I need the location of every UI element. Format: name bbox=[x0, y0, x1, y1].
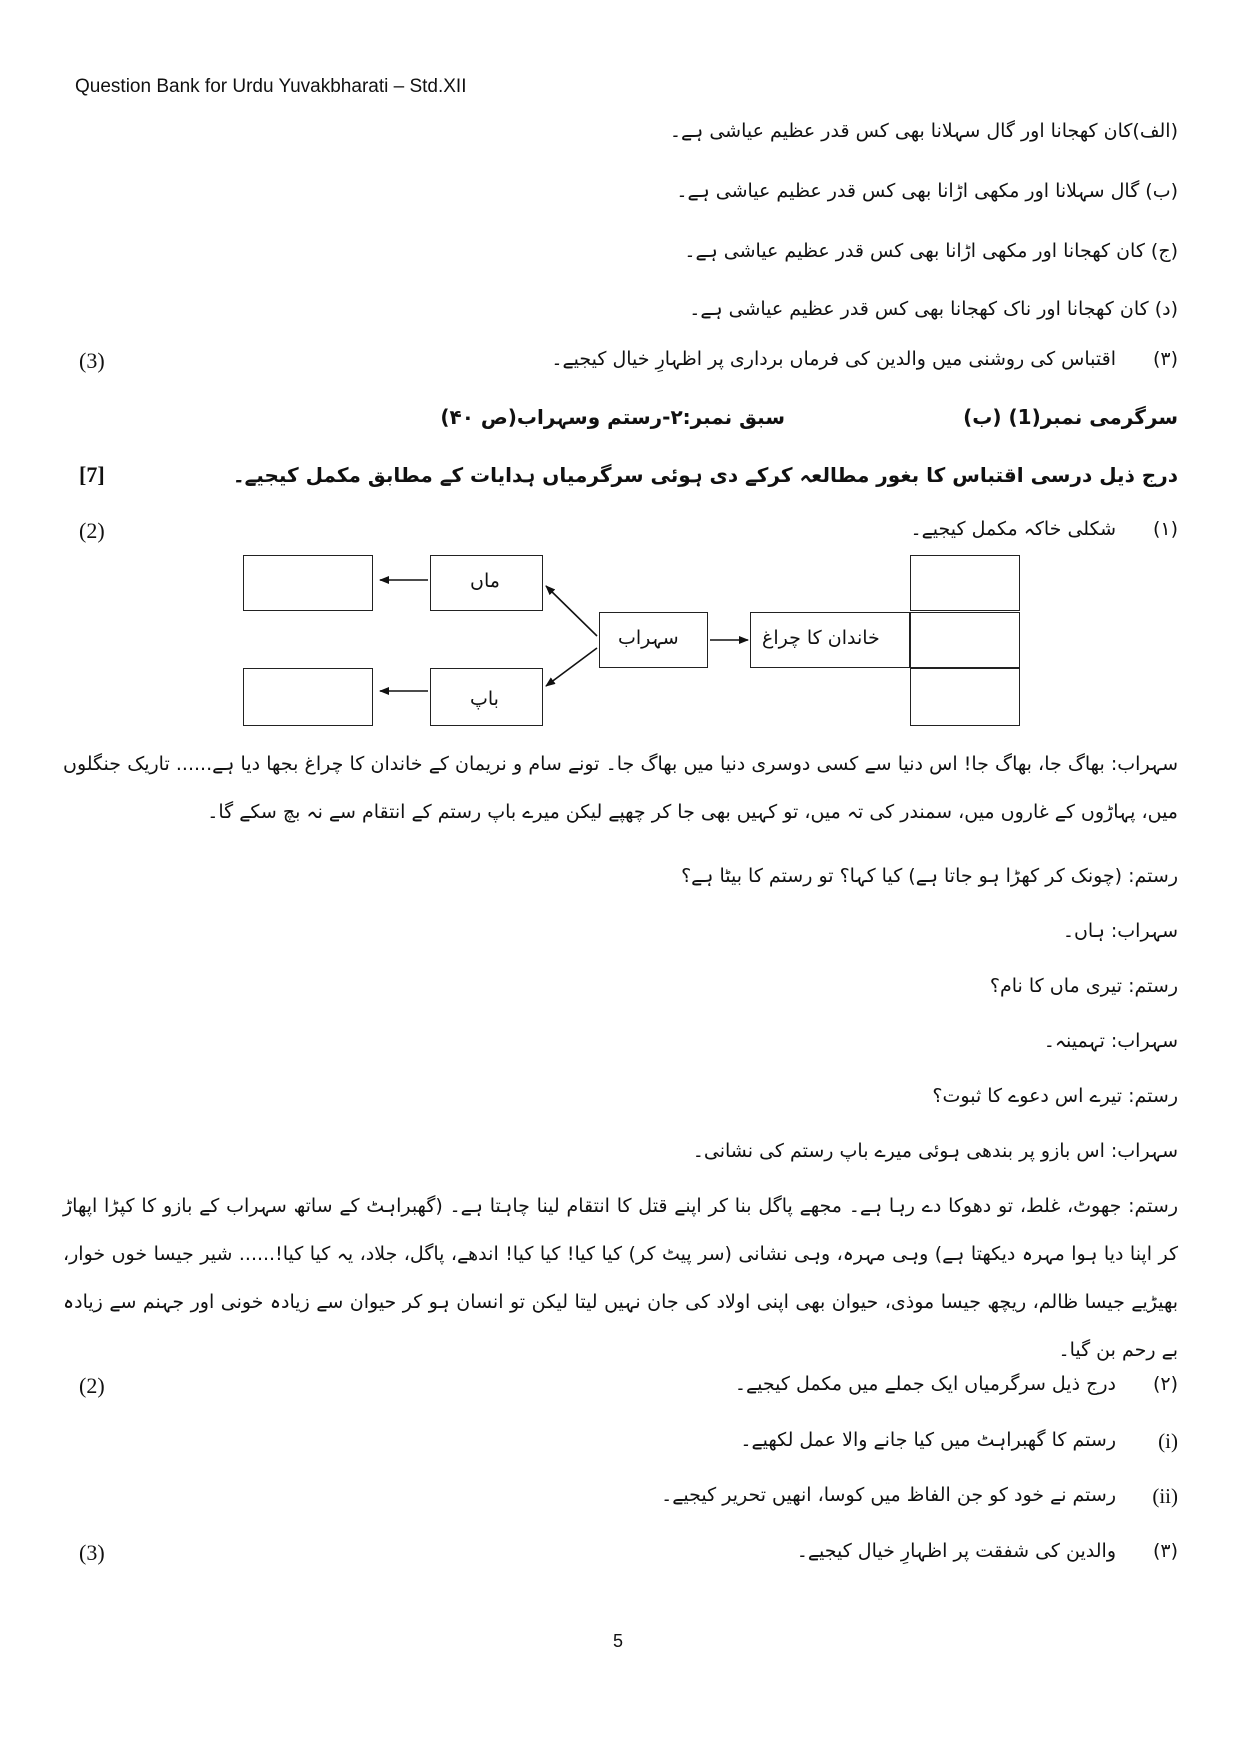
q3-text: والدین کی شفقت پر اظہارِ خیال کیجیے۔ bbox=[796, 1540, 1116, 1562]
center-label: سہراب bbox=[618, 627, 679, 649]
option-dal: (د) کان کھجانا اور ناک کھجانا بھی کس قدر عظیم عیاشی ہے۔ bbox=[689, 298, 1178, 320]
passage-line-rustam-2: رستم: تیری ماں کا نام؟ bbox=[989, 975, 1178, 997]
activity-title: سرگرمی نمبر(1) (ب) bbox=[963, 405, 1178, 429]
father-label: باپ bbox=[470, 688, 499, 710]
prev-q3-text: اقتباس کی روشنی میں والدین کی فرماں برداری پر اظہارِ خیال کیجیے۔ bbox=[551, 348, 1116, 370]
prev-q3-marks: (3) bbox=[79, 348, 105, 373]
q1-marks: (2) bbox=[79, 518, 105, 543]
q2-ii-text: رستم نے خود کو جن الفاظ میں کوسا، انھیں تحریر کیجیے۔ bbox=[661, 1484, 1116, 1506]
q1-number: (۱) bbox=[1152, 518, 1178, 540]
q2-number: (۲) bbox=[1152, 1373, 1178, 1395]
lineage-label: خاندان کا چراغ bbox=[762, 627, 880, 649]
option-jeem: (ج) کان کھجانا اور مکھی اڑانا بھی کس قدر عظیم عیاشی ہے۔ bbox=[684, 240, 1178, 262]
option-be: (ب) گال سہلانا اور مکھی اڑانا بھی کس قدر عظیم عیاشی ہے۔ bbox=[676, 180, 1178, 202]
q3-marks: (3) bbox=[79, 1540, 105, 1565]
option-alif: (الف)کان کھجانا اور گال سہلانا بھی کس قدر عظیم عیاشی ہے۔ bbox=[669, 120, 1178, 142]
q2-ii-number: (ii) bbox=[1152, 1484, 1178, 1508]
passage-line-rustam-3: رستم: تیرے اس دعوے کا ثبوت؟ bbox=[932, 1085, 1178, 1107]
passage-paragraph-2: رستم: جھوٹ، غلط، تو دھوکا دے رہا ہے۔ مجھے پاگل بنا کر اپنے قتل کا انتقام لینا چاہتا ہے۔ (گھبراہٹ کے ساتھ سہراب کے بازو کا کپڑا اپھاڑ کر اپنا دیا ہوا مہرہ دیکھتا ہے) وہی مہرہ، وہی نشانی (سر پیٹ کر) کیا کیا! کیا کیا! اندھے، پاگل، جلاد، یہ کیا کیا!...... شیر جیسا خوں خوار، بھیڑیے جیسا ظالم، ریچھ جیسا موذی، حیوان بھی اپنی اولاد کی جان نہیں لیتا لیکن تو انسان ہو کر حیوان سے زیادہ خونی اور جہنم سے زیادہ بے رحم بن گیا۔ bbox=[63, 1195, 1178, 1361]
q2-marks: (2) bbox=[79, 1373, 105, 1398]
passage-line-sohrab-3: سہراب: اس بازو پر بندھی ہوئی میرے باپ رستم کی نشانی۔ bbox=[692, 1140, 1178, 1162]
q2-text: درج ذیل سرگرمیاں ایک جملے میں مکمل کیجیے۔ bbox=[734, 1373, 1116, 1395]
mother-label: ماں bbox=[470, 570, 500, 592]
passage-line-sohrab-2: سہراب: تہمینہ۔ bbox=[1043, 1030, 1178, 1052]
passage-line-rustam-1: رستم: (چونک کر کھڑا ہو جاتا ہے) کیا کہا؟ تو رستم کا بیٹا ہے؟ bbox=[681, 865, 1178, 887]
lesson-title: سبق نمبر:۲-رستم وسہراب(ص ۴۰) bbox=[440, 405, 785, 429]
arrow-to-mother bbox=[546, 586, 597, 636]
passage-line-sohrab-1: سہراب: ہاں۔ bbox=[1062, 920, 1178, 942]
q3-number: (۳) bbox=[1152, 1540, 1178, 1562]
q2-i-text: رستم کا گھبراہٹ میں کیا جانے والا عمل لکھیے۔ bbox=[740, 1429, 1116, 1451]
q2-i-number: (i) bbox=[1158, 1429, 1178, 1453]
total-marks: [7] bbox=[79, 462, 105, 487]
prev-q3-number: (۳) bbox=[1152, 348, 1178, 370]
q1-text: شکلی خاکہ مکمل کیجیے۔ bbox=[910, 518, 1116, 540]
passage-paragraph-1: سہراب: بھاگ جا، بھاگ جا! اس دنیا سے کسی دوسری دنیا میں بھاگ جا۔ تونے سام و نریمان کے خاندان کا چراغ بجھا دیا ہے...... تاریک جنگلوں میں، پہاڑوں کے غاروں میں، سمندر کی تہ میں، تو کہیں بھی جا کر چھپے لیکن میرے باپ رستم کے انتقام سے نہ بچ سکے گا۔ bbox=[63, 753, 1178, 823]
page-header: Question Bank for Urdu Yuvakbharati – Std.XII bbox=[75, 76, 467, 97]
page-number: 5 bbox=[613, 1631, 624, 1651]
activity-instruction: درج ذیل درسی اقتباس کا بغور مطالعہ کرکے دی ہوئی سرگرمیاں ہدایات کے مطابق مکمل کیجیے۔ bbox=[232, 463, 1178, 487]
arrow-to-father bbox=[546, 648, 597, 686]
